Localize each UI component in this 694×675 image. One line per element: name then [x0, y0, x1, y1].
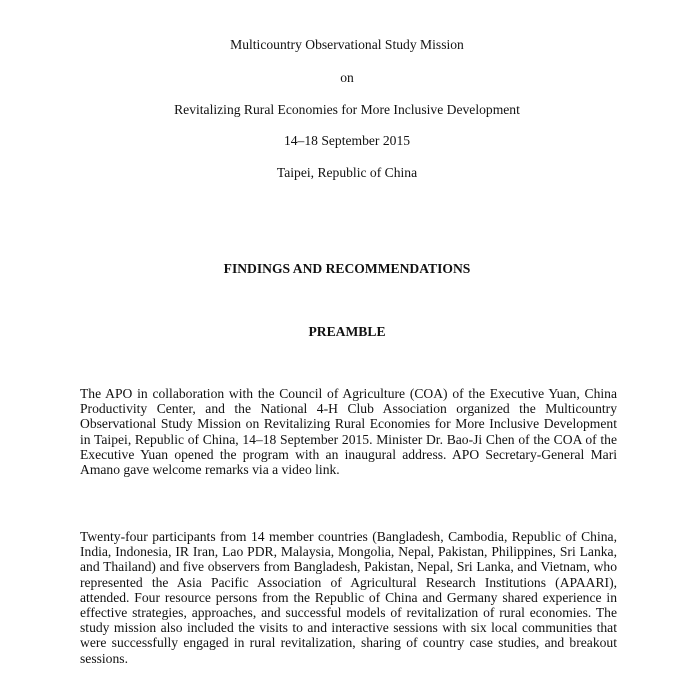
preamble-paragraph-1: The APO in collaboration with the Council of Agriculture (COA) of the Executive Yuan, China Productivity Center, and the National 4-H Club Association organized the Multicountry Observational Study Mission on Revitalizing Rural Economies for More Inclusive Development in Taipei, Republic of China, 14–18 September 2015. Minister Dr. Bao-Ji Chen of the COA of the Executive Yuan opened the program with an inaugural address. APO Secretary-General Mari Amano gave welcome remarks via a video link. [80, 386, 617, 478]
mission-dates: 14–18 September 2015 [283, 133, 411, 148]
preamble-paragraph-2: Twenty-four participants from 14 member countries (Bangladesh, Cambodia, Republic of China, India, Indonesia, IR Iran, Lao PDR, Malaysia, Mongolia, Nepal, Pakistan, Philippines, Sri Lanka, and Thailand) and five observers from Bangladesh, Pakistan, Nepal, Sri Lanka, and Vietnam, who represented the Asia Pacific Association of Agricultural Research Institutions (APAARI), attended. Four resource persons from the Republic of China and Germany shared experience in effective strategies, approaches, and successful models of revitalization of rural economies. The study mission also included the visits to and interactive sessions with six local communities that were successfully engaged in rural revitalization, sharing of country case studies, and breakout sessions. [80, 529, 617, 666]
preamble-heading: PREAMBLE [308, 324, 386, 339]
mission-subtitle: Revitalizing Rural Economies for More Inclusive Development [174, 102, 520, 117]
mission-location: Taipei, Republic of China [276, 165, 418, 180]
findings-heading: FINDINGS AND RECOMMENDATIONS [223, 261, 471, 276]
mission-title-connector: on [340, 70, 354, 85]
mission-title: Multicountry Observational Study Mission [230, 37, 464, 52]
